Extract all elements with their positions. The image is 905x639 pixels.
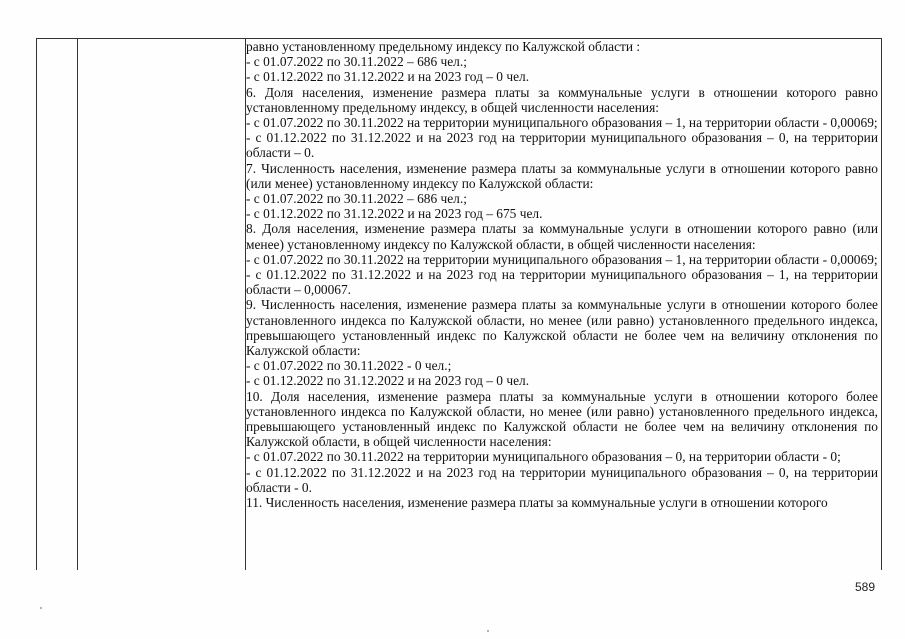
text-line: - с 01.07.2022 по 30.11.2022 на территории муниципального образования – 1, на территории области - 0,00069; bbox=[246, 115, 878, 131]
text-line: - с 01.12.2022 по 31.12.2022 и на 2023 год – 0 чел. bbox=[246, 69, 530, 85]
column-divider-1 bbox=[77, 39, 78, 570]
paragraph-6: 6. Доля населения, изменение размера платы за коммунальные услуги в отношении которого равно установленному предельному индексу, в общей численности населения: bbox=[246, 84, 878, 115]
text-line: - с 01.07.2022 по 30.11.2022 – 686 чел.; bbox=[246, 191, 467, 207]
text-line: - с 01.07.2022 по 30.11.2022 на территории муниципального образования – 1, на территории области - 0,00069; bbox=[246, 251, 878, 267]
paragraph-9: 9. Численность населения, изменение размера платы за коммунальные услуги в отношении которого более установленного индекса по Калужской области, но менее (или равно) установленного предельного индекса, превышающего установленный индекс по Калужской области не более чем на величину отклонения по Калужской области: bbox=[246, 297, 878, 359]
paragraph-10: 10. Доля населения, изменение размера платы за коммунальные услуги в отношении которого более установленного индекса по Калужской области, но менее (или равно) установленного предельного индекса, превышающего установленный индекс по Калужской области не более чем на величину отклонения по Калужской области, в общей численности населения: bbox=[246, 388, 878, 450]
scan-speck bbox=[487, 630, 489, 632]
scan-speck bbox=[40, 607, 42, 609]
table-cell-text bbox=[246, 39, 878, 570]
text-line: - с 01.12.2022 по 31.12.2022 и на 2023 год на территории муниципального образования – 1, на территории области – 0,00067. bbox=[246, 267, 878, 298]
text-line: - с 01.07.2022 по 30.11.2022 на территории муниципального образования – 0, на территории области - 0; bbox=[246, 449, 841, 465]
paragraph-11: 11. Численность населения, изменение размера платы за коммунальные услуги в отношении которого bbox=[246, 495, 828, 511]
text-line: - с 01.12.2022 по 31.12.2022 и на 2023 год – 675 чел. bbox=[246, 206, 543, 222]
text-line: - с 01.12.2022 по 31.12.2022 и на 2023 год на территории муниципального образования – 0, на территории области – 0. bbox=[246, 130, 878, 161]
page-number: 589 bbox=[854, 580, 875, 594]
text-line: - с 01.07.2022 по 30.11.2022 - 0 чел.; bbox=[246, 358, 452, 374]
text-line: - с 01.12.2022 по 31.12.2022 и на 2023 год на территории муниципального образования – 0, на территории области - 0. bbox=[246, 464, 878, 495]
text-line: - с 01.12.2022 по 31.12.2022 и на 2023 год – 0 чел. bbox=[246, 373, 530, 389]
text-line: - с 01.07.2022 по 30.11.2022 – 686 чел.; bbox=[246, 54, 467, 70]
paragraph-8: 8. Доля населения, изменение размера платы за коммунальные услуги в отношении которого равно (или менее) установленному индексу по Калужской области, в общей численности населения: bbox=[246, 221, 878, 252]
paragraph-7: 7. Численность населения, изменение размера платы за коммунальные услуги в отношении которого равно (или менее) установленному индексу по Калужской области: bbox=[246, 160, 878, 191]
text-line: равно установленному предельному индексу по Калужской области : bbox=[246, 39, 641, 54]
